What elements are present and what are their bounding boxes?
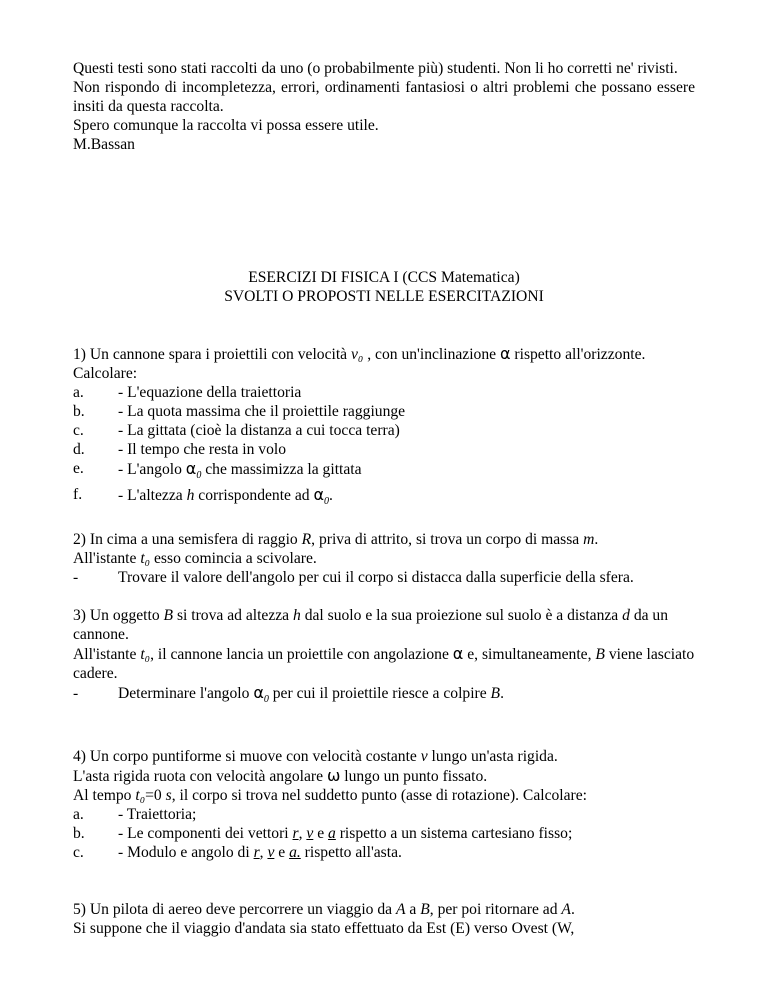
exercise-1-statement: 1) Un cannone spara i proiettili con velocità v₀ , con un'inclinazione α rispetto all'orizzonte. Calcolare:	[73, 344, 646, 382]
intro-signature: M.Bassan	[73, 136, 135, 153]
intro-paragraph-2: Non rispondo di incompletezza, errori, ordinamenti fantasiosi o altri problemi che possano essere insiti da questa raccolta.	[73, 79, 695, 115]
document-page	[73, 59, 695, 938]
exercise-3-statement: 3) Un oggetto B si trova ad altezza h dal suolo e la sua proiezione sul suolo è a distanza d da un cannone.	[73, 607, 669, 644]
exercise-3-task: - Determinare l'angolo $\alpha_0$ per cui il proiettile riesce a colpire B.	[73, 683, 504, 706]
intro-paragraph-1: Questi testi sono stati raccolti da uno (o probabilmente più) studenti. Non li ho corretti ne' rivisti.	[73, 60, 678, 77]
exercise-2-statement: 2) In cima a una semisfera di raggio R, priva di attrito, si trova un corpo di massa m.	[73, 531, 599, 549]
exercise-1-item-f: f. - L'altezza h corrispondente ad $\alpha_0$.	[73, 485, 333, 508]
exercise-5-statement: 5) Un pilota di aereo deve percorrere un viaggio da A a B, per poi ritornare ad A.	[73, 901, 575, 919]
spacer	[73, 154, 695, 268]
exercise-2-statement-2: All'istante t₀ esso comincia a scivolare.	[73, 550, 317, 568]
exercise-2-task: - Trovare il valore dell'angolo per cui il corpo si distacca dalla superficie della sfera.	[73, 569, 634, 587]
exercise-3-statement-2: All'istante t₀, il cannone lancia un proiettile con angolazione α e, simultaneamente, B viene lasciato cadere.	[73, 644, 695, 683]
exercise-1-item-c: c. - La gittata (cioè la distanza a cui tocca terra)	[73, 422, 400, 439]
exercise-5-statement-2: Si suppone che il viaggio d'andata sia stato effettuato da Est (E) verso Ovest (W,	[73, 920, 575, 938]
exercise-4-statement-3: Al tempo t₀=0 s, il corpo si trova nel suddetto punto (asse di rotazione). Calcolare:	[73, 787, 588, 805]
exercise-1-item-a: a. - L'equazione della traiettoria	[73, 384, 302, 401]
exercise-1-item-b: b. - La quota massima che il proiettile raggiunge	[73, 403, 406, 420]
exercise-4-statement-2: L'asta rigida ruota con velocità angolare ω lungo un punto fissato.	[73, 766, 488, 786]
omega-symbol: ω	[326, 766, 341, 786]
exercise-4-item-a: a. - Traiettoria;	[73, 806, 197, 824]
alpha-symbol: α	[499, 344, 511, 363]
exercise-4-statement: 4) Un corpo puntiforme si muove con velocità costante v lungo un'asta rigida.	[73, 748, 558, 766]
document-title-line-1: ESERCIZI DI FISICA I (CCS Matematica)	[248, 269, 520, 286]
exercise-4-item-c: c. - Modulo e angolo di r, v e a. rispetto all'asta.	[73, 844, 402, 862]
exercise-1-item-d: d. - Il tempo che resta in volo	[73, 441, 287, 458]
exercise-1-item-e: e. - L'angolo $\alpha_0$ che massimizza la gittata	[73, 459, 362, 482]
v0-symbol: v₀	[351, 346, 364, 363]
intro-paragraph-3: Spero comunque la raccolta vi possa essere utile.	[73, 117, 379, 134]
exercise-4-item-b: b. - Le componenti dei vettori r, v e a rispetto a un sistema cartesiano fisso;	[73, 825, 573, 843]
document-title-line-2: SVOLTI O PROPOSTI NELLE ESERCITAZIONI	[224, 288, 544, 305]
